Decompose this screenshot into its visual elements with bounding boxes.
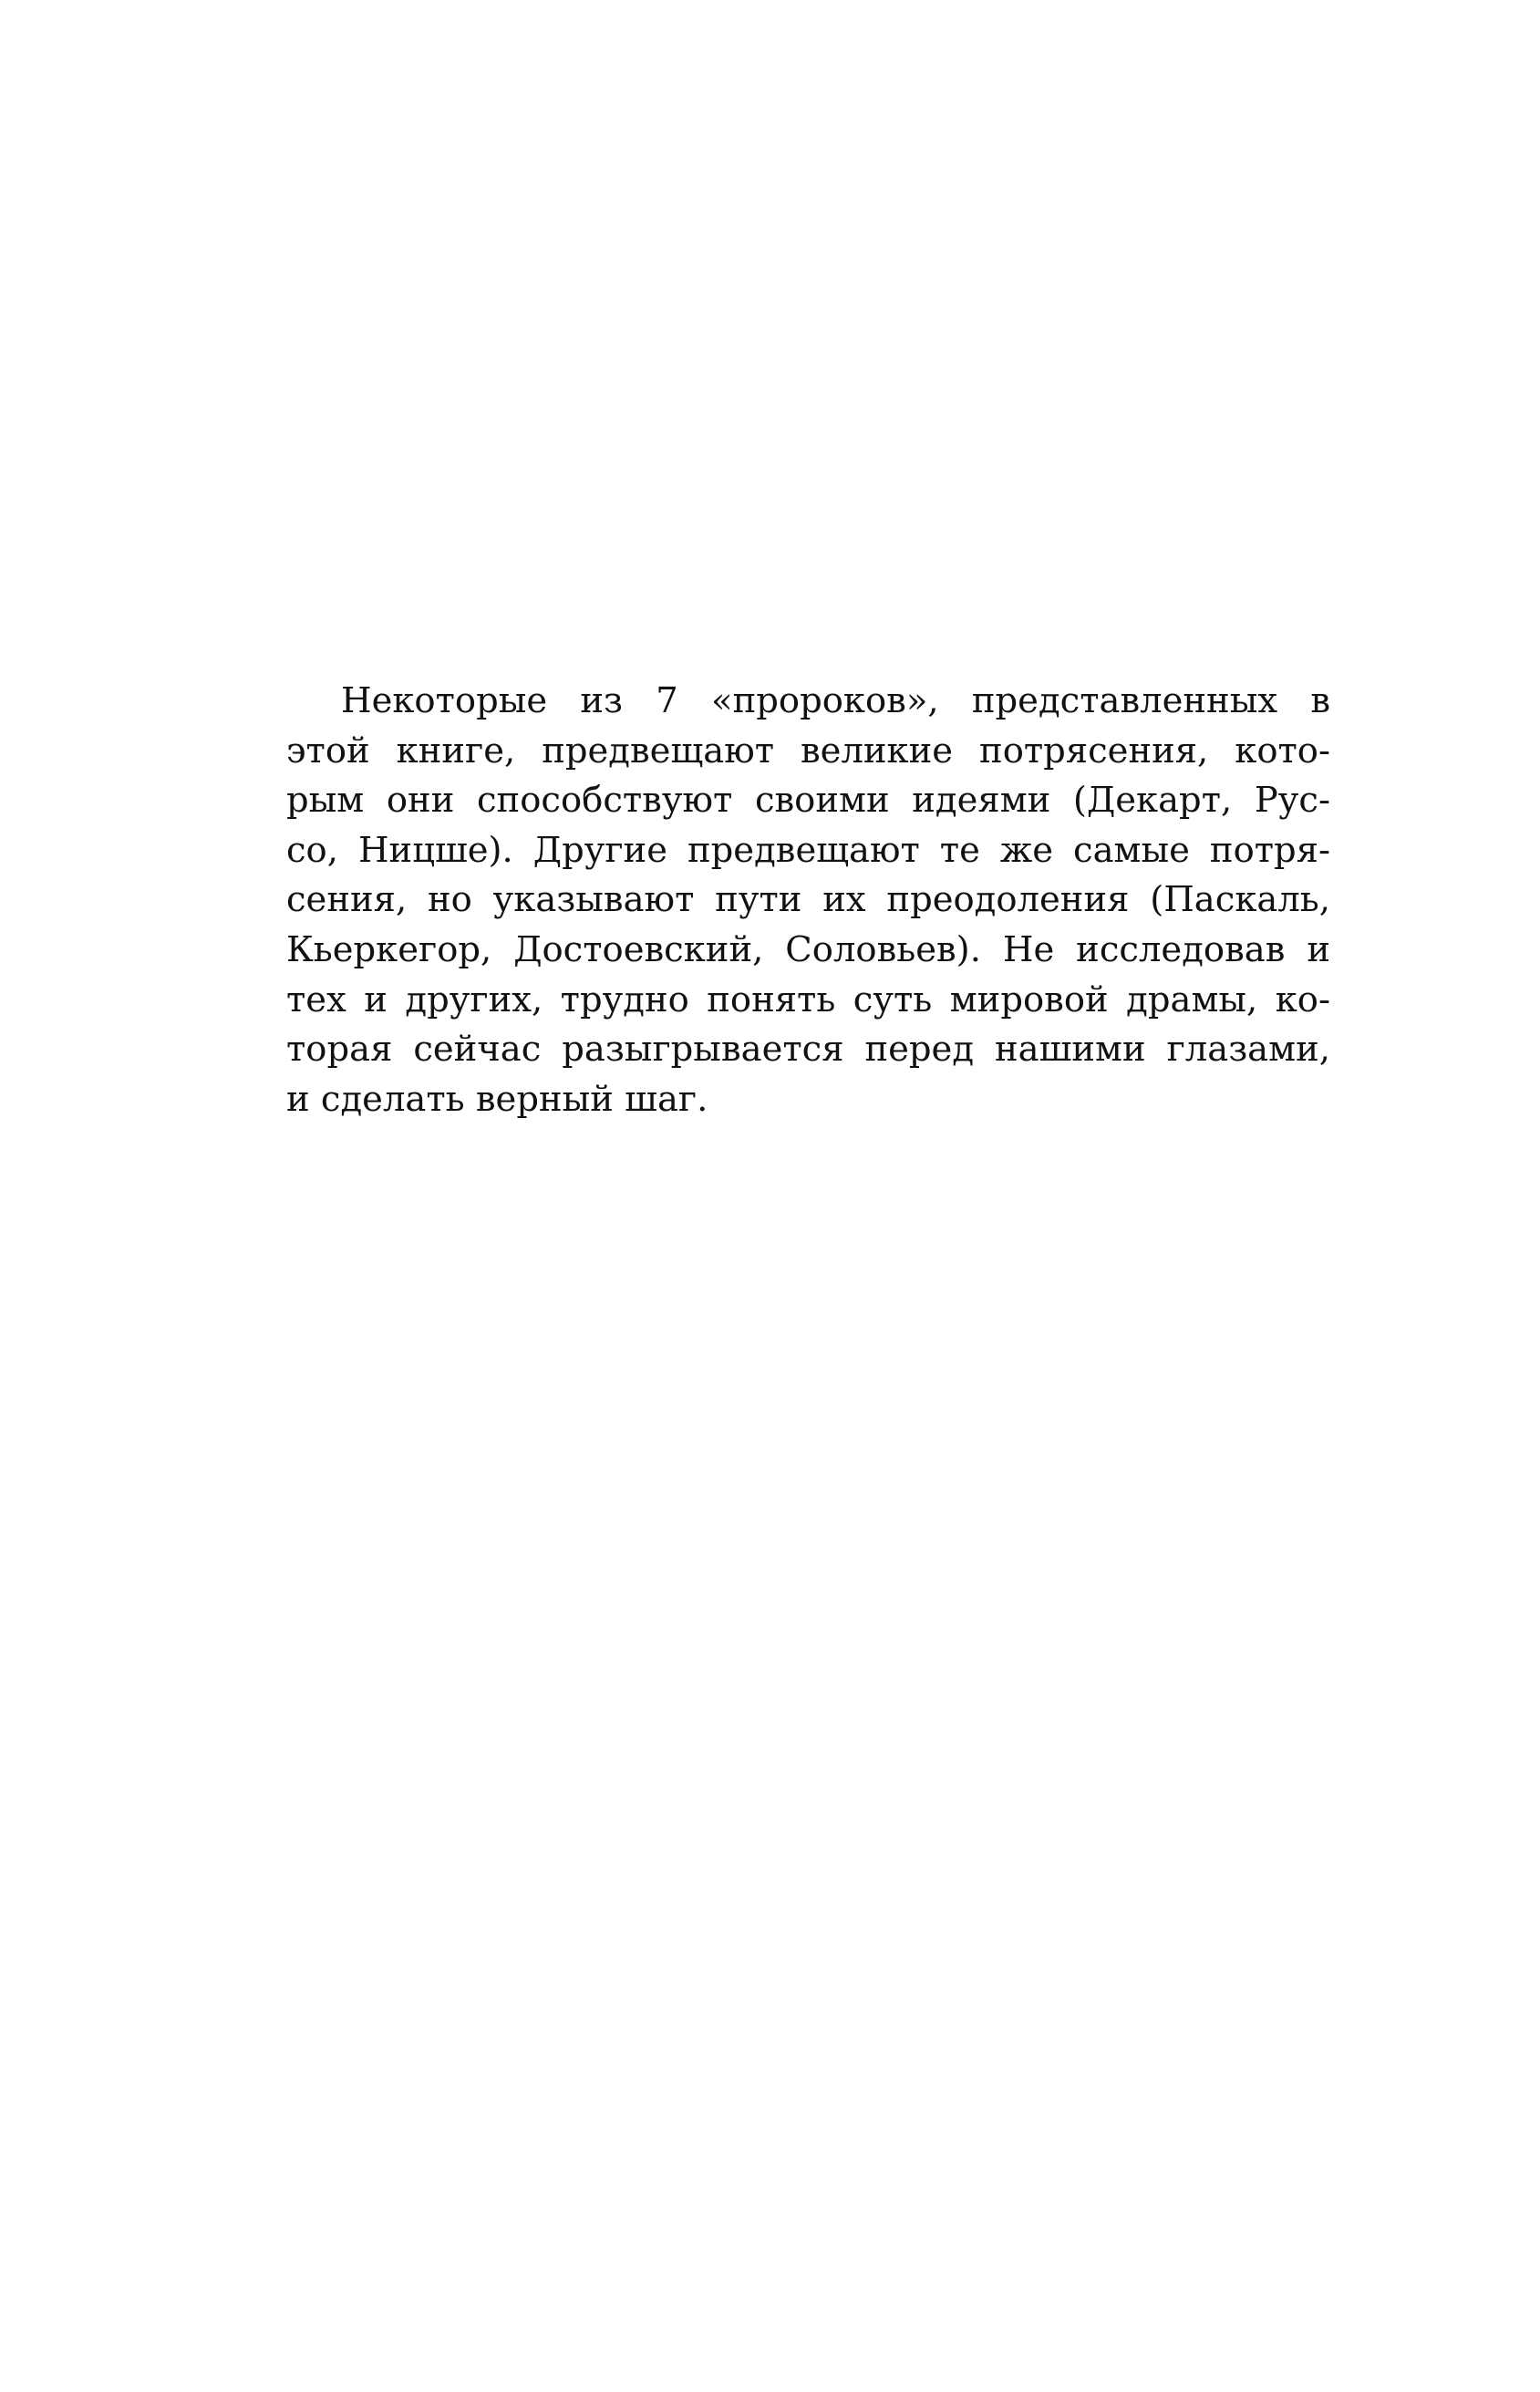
paragraph-line: этой книге, предвещают великие потрясения, кото- xyxy=(286,730,1330,771)
paragraph-line: торая сейчас разыгрывается перед нашими глазами, xyxy=(286,1029,1330,1071)
body-paragraph xyxy=(286,677,1330,1124)
paragraph-line: тех и других, трудно понять суть мировой драмы, ко- xyxy=(286,979,1330,1020)
paragraph-line: Кьеркегор, Достоевский, Соловьев). Не исследовав и xyxy=(286,928,1330,970)
paragraph-line: со, Ницше). Другие предвещают те же самые потря- xyxy=(286,829,1330,871)
paragraph-line: рым они способствуют своими идеями (Декарт, Рус- xyxy=(286,780,1330,822)
paragraph-line: Некоторые из 7 «пророков», представленных в xyxy=(341,680,1330,721)
paragraph-line: сения, но указывают пути их преодоления (Паскаль, xyxy=(286,879,1330,921)
paragraph-line-last: и сделать верный шаг. xyxy=(286,1078,708,1120)
